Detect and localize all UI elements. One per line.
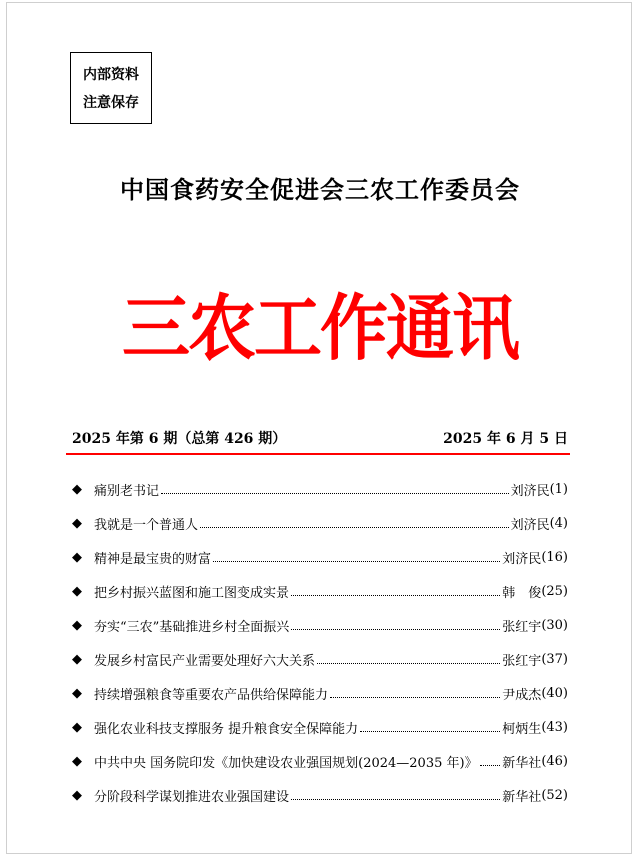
toc-author: 张红宇: [502, 653, 542, 669]
classification-line-1: 内部资料: [83, 67, 139, 83]
toc-item[interactable]: [72, 540, 568, 574]
diamond-bullet-icon: ◆: [72, 719, 82, 735]
toc-leader: [480, 765, 501, 766]
toc-item[interactable]: [72, 472, 568, 506]
issue-number: 2025 年第 6 期（总第 426 期）: [72, 431, 287, 447]
toc-page: (30): [541, 617, 568, 633]
diamond-bullet-icon: ◆: [72, 753, 82, 769]
table-of-contents: [72, 472, 568, 812]
diamond-bullet-icon: ◆: [72, 515, 82, 531]
toc-leader: [330, 697, 500, 698]
toc-leader: [360, 731, 500, 732]
toc-title: 把乡村振兴蓝图和施工图变成实景: [94, 585, 290, 601]
toc-page: (4): [549, 515, 568, 531]
toc-item[interactable]: [72, 608, 568, 642]
toc-author: 刘济民: [510, 517, 550, 533]
toc-author: 张红宇: [502, 619, 542, 635]
toc-item[interactable]: [72, 642, 568, 676]
toc-item[interactable]: [72, 710, 568, 744]
organization-title: 中国食药安全促进会三农工作委员会: [120, 175, 520, 204]
diamond-bullet-icon: ◆: [72, 583, 82, 599]
toc-page: (37): [541, 651, 568, 667]
toc-leader: [200, 527, 509, 528]
toc-title: 夯实“三农”基础推进乡村全面振兴: [94, 619, 290, 635]
red-divider-rule: [66, 453, 570, 455]
diamond-bullet-icon: ◆: [72, 617, 82, 633]
toc-page: (16): [541, 549, 568, 565]
toc-leader: [291, 595, 500, 596]
toc-title: 持续增强粮食等重要农产品供给保障能力: [94, 687, 329, 703]
toc-title: 痛别老书记: [94, 483, 160, 499]
toc-title: 发展乡村富民产业需要处理好六大关系: [94, 653, 316, 669]
toc-item[interactable]: [72, 676, 568, 710]
toc-item[interactable]: [72, 506, 568, 540]
toc-leader: [291, 629, 500, 630]
toc-title: 我就是一个普通人: [94, 517, 199, 533]
toc-title: 强化农业科技支撑服务 提升粮食安全保障能力: [94, 721, 359, 737]
toc-title: 分阶段科学谋划推进农业强国建设: [94, 789, 290, 805]
toc-author: 柯炳生: [502, 721, 542, 737]
toc-item[interactable]: [72, 778, 568, 812]
toc-title: 精神是最宝贵的财富: [94, 551, 212, 567]
toc-leader: [317, 663, 500, 664]
masthead-title: 三农工作通讯: [121, 288, 518, 371]
toc-page: (46): [541, 753, 568, 769]
toc-author: 新华社: [502, 755, 542, 771]
diamond-bullet-icon: ◆: [72, 549, 82, 565]
toc-page: (25): [541, 583, 568, 599]
diamond-bullet-icon: ◆: [72, 787, 82, 803]
toc-leader: [161, 493, 509, 494]
toc-leader: [291, 799, 500, 800]
toc-author: 新华社: [502, 789, 542, 805]
toc-page: (40): [541, 685, 568, 701]
toc-leader: [213, 561, 500, 562]
toc-page: (1): [549, 481, 568, 497]
issue-date: 2025 年 6 月 5 日: [443, 431, 568, 447]
toc-author: 尹成杰: [502, 687, 542, 703]
toc-item[interactable]: [72, 574, 568, 608]
diamond-bullet-icon: ◆: [72, 685, 82, 701]
toc-author: 刘济民: [502, 551, 542, 567]
toc-title: 中共中央 国务院印发《加快建设农业强国规划(2024—2035 年)》: [94, 755, 478, 771]
issue-info: [72, 428, 568, 448]
classification-box: [70, 52, 152, 124]
classification-line-2: 注意保存: [83, 95, 139, 111]
toc-author: 韩 俊: [502, 585, 542, 601]
diamond-bullet-icon: ◆: [72, 481, 82, 497]
toc-author: 刘济民: [510, 483, 550, 499]
toc-page: (52): [541, 787, 568, 803]
toc-item[interactable]: [72, 744, 568, 778]
toc-page: (43): [541, 719, 568, 735]
diamond-bullet-icon: ◆: [72, 651, 82, 667]
